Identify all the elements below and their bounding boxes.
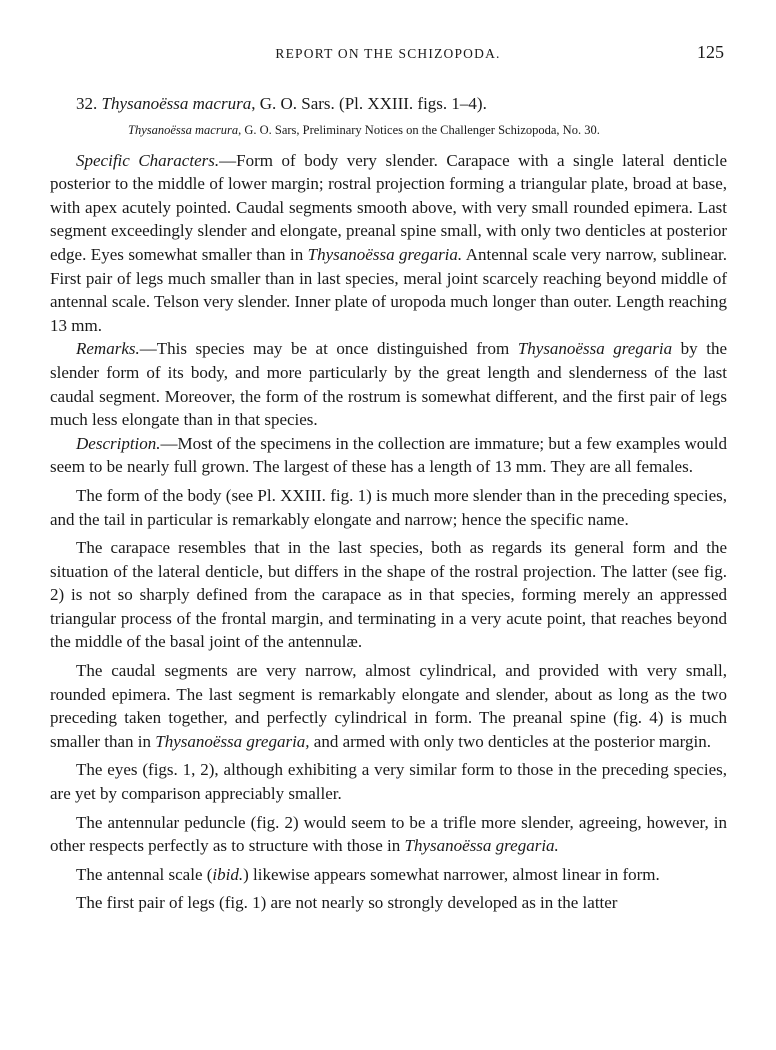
legs-paragraph: The first pair of legs (fig. 1) are not nearly so strongly developed as in the latter — [76, 893, 618, 913]
carapace-paragraph: The carapace resembles that in the last species, both as regards its general form and the situation of the lateral denticle, but differs in the shape of the rostral projection. The latter (see fig. 2) is not so sharply defined from the carapace as in that species, forming merely an appressed triangular process of the frontal margin, and terminating in a very acute point, that reaches beyond the middle of the basal joint of the antennulæ. — [50, 538, 727, 652]
specific-characters-paragraph: Specific Characters.—Form of body very slender. Carapace with a single lateral denticle posterior to the middle of lower margin; rostral projection forming a triangular plate, broad at base, with apex acutely pointed. Caudal segments smooth above, with very small rounded epimera. Last segment exceedingly slender and elongate, preanal spine small, with only two denticles at posterior edge. Eyes somewhat smaller than in Thysanoëssa gregaria. Antennal scale very narrow, sublinear. First pair of legs much smaller than in last species, meral joint scarcely reaching beyond middle of antennal scale. Telson very slender. Inner plate of uropoda much longer than outer. Length reaching 13 mm. — [50, 150, 727, 335]
antennular-paragraph: The antennular peduncle (fig. 2) would seem to be a trifle more slender, agreeing, however, in other respects perfectly as to structure with those in Thysanoëssa gregaria. — [50, 812, 727, 856]
reference-citation: Thysanoëssa macrura, G. O. Sars, Preliminary Notices on the Challenger Schizopoda, No. 30. — [128, 122, 600, 137]
section-heading: Description. — [76, 433, 161, 453]
body-form-paragraph: The form of the body (see Pl. XXIII. fig. 1) is much more slender than in the preceding species, and the tail in particular is remarkably elongate and narrow; hence the specific name. — [50, 485, 727, 529]
antennal-paragraph: The antennal scale (ibid.) likewise appears somewhat narrower, almost linear in form. — [76, 864, 660, 884]
species-name: Thysanoëssa macrura — [101, 94, 252, 113]
description-paragraph: Description.—Most of the specimens in the collection are immature; but a few examples would seem to be nearly full grown. The largest of these has a length of 13 mm. They are all females. — [50, 433, 727, 477]
eyes-paragraph: The eyes (figs. 1, 2), although exhibiting a very similar form to those in the preceding species, are yet by comparison appreciably smaller. — [50, 760, 727, 804]
remarks-paragraph: Remarks.—This species may be at once distinguished from Thysanoëssa gregaria by the slender form of its body, and more particularly by the great length and slenderness of the last caudal segment. Moreover, the form of the rostrum is somewhat different, and the first pair of legs much less elongate than in that species. — [50, 339, 727, 430]
caudal-paragraph: The caudal segments are very narrow, almost cylindrical, and provided with very small, rounded epimera. The last segment is remarkably elongate and slender, about as long as the two preceding taken together, and perfectly cylindrical in form. The preanal spine (fig. 4) is much smaller than in Thysanoëssa gregaria, and armed with only two denticles at the posterior margin. — [50, 661, 727, 751]
running-header: REPORT ON THE SCHIZOPODA. — [275, 46, 501, 61]
page-number: 125 — [697, 42, 724, 62]
section-heading: Specific Characters. — [76, 150, 220, 170]
page-content — [50, 92, 727, 915]
species-heading: 32. Thysanoëssa macrura, G. O. Sars. (Pl. XXIII. figs. 1–4). — [76, 94, 487, 113]
section-heading: Remarks. — [76, 339, 140, 359]
